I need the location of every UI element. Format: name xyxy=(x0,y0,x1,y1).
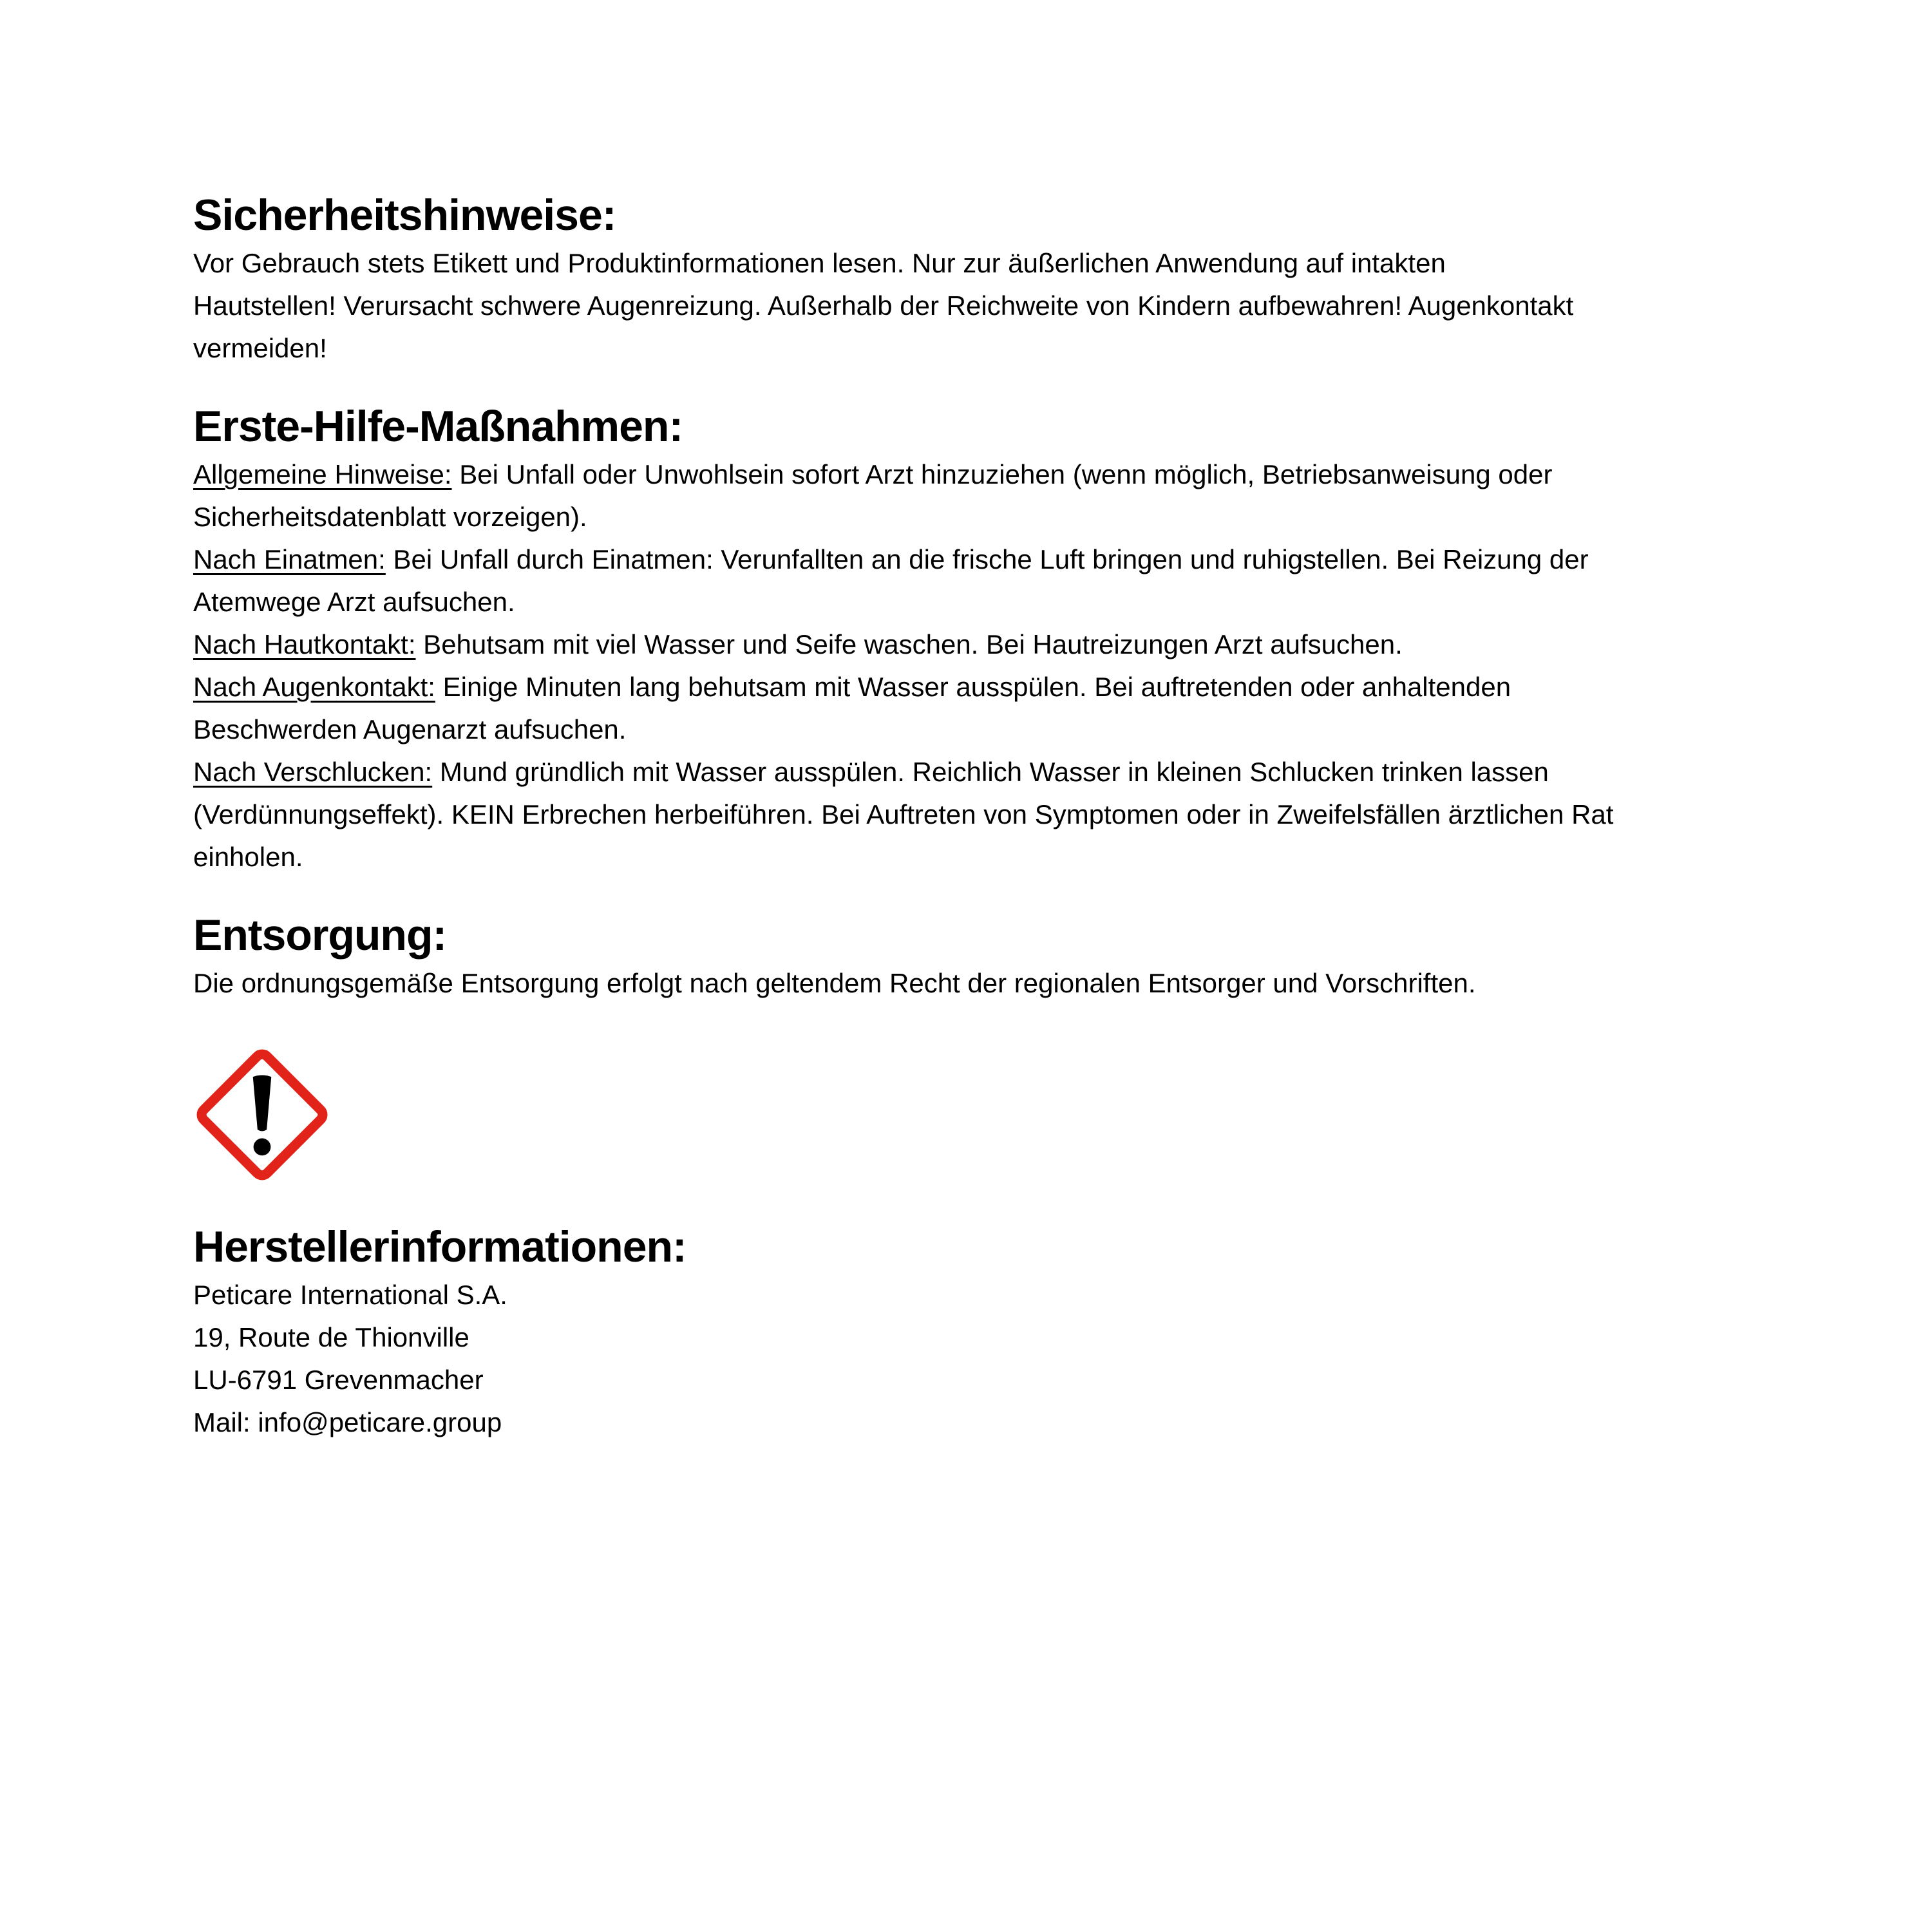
item-label: Nach Augenkontakt: xyxy=(193,672,435,702)
disposal-heading: Entsorgung: xyxy=(193,911,447,960)
first-aid-item-swallow-line: (Verdünnungseffekt). KEIN Erbrechen herbeiführen. Bei Auftreten von Symptomen oder in Zweifelsfällen ärztlichen Rat xyxy=(193,799,1614,829)
item-text: Bei Unfall durch Einatmen: Verunfallten an die frische Luft bringen und ruhigstellen. Bei Reizung der xyxy=(385,544,1589,574)
section-herstellerinformationen xyxy=(193,1220,1777,1444)
first-aid-item-general-line: Sicherheitsdatenblatt vorzeigen). xyxy=(193,502,587,532)
item-label: Nach Einatmen: xyxy=(193,544,386,574)
safety-text-line: Vor Gebrauch stets Etikett und Produktinformationen lesen. Nur zur äußerlichen Anwendung auf intakten xyxy=(193,248,1446,278)
manufacturer-name: Peticare International S.A. xyxy=(193,1280,507,1310)
disposal-text-line: Die ordnungsgemäße Entsorgung erfolgt nach geltendem Recht der regionalen Entsorger und Vorschriften. xyxy=(193,968,1476,998)
section-sicherheitshinweise xyxy=(193,188,1777,370)
item-label: Nach Verschlucken: xyxy=(193,757,433,787)
safety-heading: Sicherheitshinweise: xyxy=(193,191,616,240)
first-aid-item-skin xyxy=(193,623,1777,666)
section-erste-hilfe xyxy=(193,399,1777,878)
first-aid-heading: Erste-Hilfe-Maßnahmen: xyxy=(193,402,683,451)
first-aid-item-swallow xyxy=(193,751,1777,793)
first-aid-item-inhalation-line: Atemwege Arzt aufsuchen. xyxy=(193,587,515,617)
first-aid-item-eyes-line: Beschwerden Augenarzt aufsuchen. xyxy=(193,714,627,744)
first-aid-item-eyes xyxy=(193,666,1777,708)
item-label: Nach Hautkontakt: xyxy=(193,629,416,659)
exclamation-dot xyxy=(254,1139,271,1156)
document-content xyxy=(193,188,1777,1473)
safety-text-line: Hautstellen! Verursacht schwere Augenreizung. Außerhalb der Reichweite von Kindern aufbewahren! Augenkontakt xyxy=(193,290,1574,321)
item-text: Mund gründlich mit Wasser ausspülen. Reichlich Wasser in kleinen Schlucken trinken lassen xyxy=(432,757,1549,787)
manufacturer-city: LU-6791 Grevenmacher xyxy=(193,1365,484,1395)
first-aid-item-general xyxy=(193,453,1777,496)
first-aid-item-swallow-line: einholen. xyxy=(193,842,303,872)
manufacturer-heading: Herstellerinformationen: xyxy=(193,1222,687,1271)
manufacturer-street: 19, Route de Thionville xyxy=(193,1322,469,1352)
first-aid-item-inhalation xyxy=(193,538,1777,581)
item-label: Allgemeine Hinweise: xyxy=(193,459,452,489)
item-text: Einige Minuten lang behutsam mit Wasser ausspülen. Bei auftretenden oder anhaltenden xyxy=(435,672,1511,702)
item-text: Behutsam mit viel Wasser und Seife waschen. Bei Hautreizungen Arzt aufsuchen. xyxy=(415,629,1403,659)
ghs07-exclamation-warning-icon xyxy=(193,1046,331,1184)
item-text: Bei Unfall oder Unwohlsein sofort Arzt hinzuziehen (wenn möglich, Betriebsanweisung oder xyxy=(451,459,1553,489)
manufacturer-mail: Mail: info@peticare.group xyxy=(193,1407,502,1437)
section-entsorgung xyxy=(193,908,1777,1005)
safety-text-line: vermeiden! xyxy=(193,333,327,363)
hazard-pictogram-container xyxy=(193,1046,1777,1184)
